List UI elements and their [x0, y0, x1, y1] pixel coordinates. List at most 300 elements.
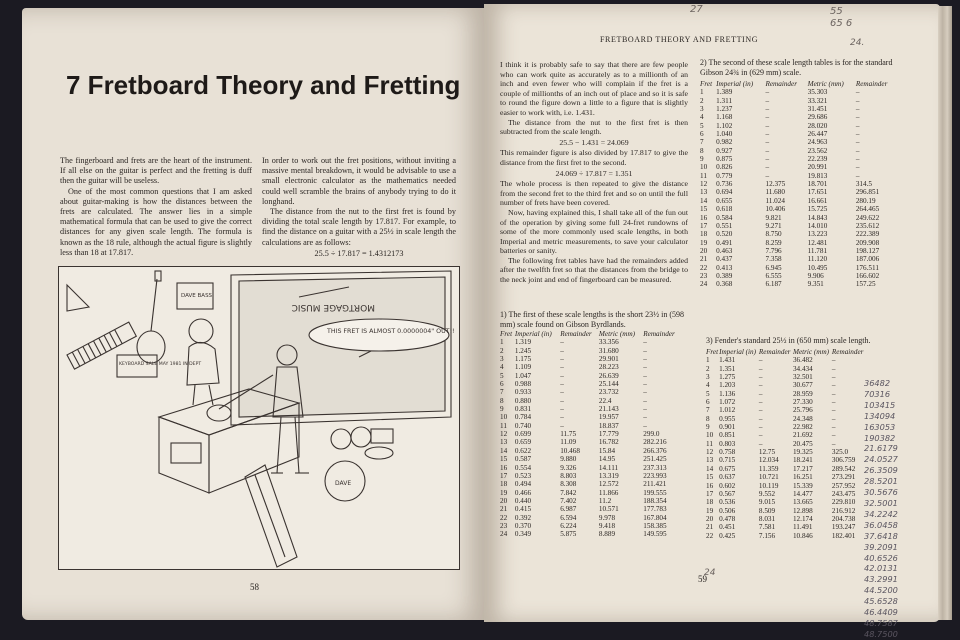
table-cell: 15	[706, 473, 714, 482]
table-cell: 10.495	[807, 263, 828, 272]
table-cell: 0.933	[514, 388, 532, 397]
table-cell: –	[758, 431, 763, 440]
table-cell: 7.842	[560, 488, 577, 497]
table-cell: 14.843	[807, 213, 828, 222]
table-cell: 17.217	[792, 464, 813, 473]
table-cell: 20	[700, 246, 708, 255]
table-cell: 0.370	[514, 521, 532, 530]
table-cell: –	[758, 406, 763, 415]
table-row	[706, 365, 866, 373]
table-cell: 14.95	[598, 455, 616, 464]
table-cell: 5	[500, 371, 504, 380]
table-cell: 10.571	[598, 505, 619, 514]
table-row	[700, 255, 898, 263]
table-cell: 0.659	[514, 438, 532, 447]
table-cell: –	[560, 396, 564, 405]
table-cell: 24.963	[807, 138, 828, 147]
paragraph: This remainder figure is also divided by 17.817 to give the distance from the first fret to the second.	[500, 148, 688, 167]
fret-table-byrdland	[500, 330, 682, 539]
table-row	[500, 422, 682, 430]
table-cell: 5.875	[560, 530, 577, 539]
table-cell: 1.351	[719, 364, 736, 373]
handwritten-value: 190382	[864, 432, 896, 443]
table-cell: 0.437	[716, 255, 733, 264]
table-cell: 0.494	[514, 480, 532, 489]
handwritten-value: 37.6418	[864, 530, 898, 541]
table-cell: 28.020	[807, 121, 828, 130]
table-cell: –	[758, 389, 763, 398]
table-cell: –	[643, 371, 647, 380]
table-cell: –	[831, 423, 836, 432]
table-row	[706, 390, 866, 398]
table-cell: –	[560, 421, 564, 430]
table-cell: 9	[700, 155, 704, 164]
table-cell: –	[643, 396, 647, 405]
table-cell: 0.784	[514, 413, 532, 422]
table-cell: 20	[706, 514, 714, 523]
table-row	[700, 239, 898, 247]
table-cell: 8.803	[560, 471, 577, 480]
table-row	[706, 381, 866, 389]
table-cell: 198.127	[855, 246, 880, 255]
table-cell: –	[765, 96, 770, 105]
table-cell: 0.415	[514, 505, 532, 514]
table-cell: 1.168	[716, 113, 733, 122]
table-cell: 21	[500, 505, 508, 514]
table-cell: 11.120	[807, 255, 828, 264]
table-cell: 243.475	[831, 489, 856, 498]
table-cell: 30.677	[792, 381, 813, 390]
column-header: Imperial (in)	[719, 348, 756, 356]
table-header-row	[500, 330, 682, 338]
table-row	[706, 406, 866, 414]
table-row	[500, 522, 682, 530]
left-column-1	[60, 156, 252, 258]
table-row	[500, 347, 682, 355]
table-cell: –	[758, 439, 763, 448]
table-cell: 16	[700, 213, 708, 222]
table-cell: 26.447	[807, 130, 828, 139]
table-cell: 29.686	[807, 113, 828, 122]
fret-table-fender	[706, 348, 866, 540]
table-cell: 19.957	[598, 413, 619, 422]
table-cell: 12	[700, 180, 708, 189]
table-row	[706, 431, 866, 439]
table-cell: –	[560, 371, 564, 380]
table-cell: 23	[500, 521, 508, 530]
table-cell: –	[643, 363, 647, 372]
table-cell: 14	[500, 446, 508, 455]
table-cell: 1.245	[514, 346, 532, 355]
table-cell: 25.796	[792, 406, 813, 415]
table-cell: 7.796	[765, 246, 782, 255]
table-cell: 3	[700, 105, 704, 114]
table-cell: 17	[500, 471, 508, 480]
table-cell: –	[831, 381, 836, 390]
column-header: Fret	[700, 80, 713, 88]
table-cell: 12.898	[792, 506, 813, 515]
board-text: MORTGAGE MUSIC	[291, 302, 375, 312]
table-cell: 8.889	[598, 530, 616, 539]
column-header: Metric (mm)	[807, 80, 844, 88]
table-cell: 0.880	[514, 396, 532, 405]
handwritten-value: 21.6179	[864, 443, 898, 454]
table-cell: 0.440	[514, 496, 532, 505]
table-cell: 10	[700, 163, 708, 172]
table-cell: 17	[700, 221, 708, 230]
handwritten-value: 36.0458	[864, 519, 898, 530]
table-row	[700, 188, 898, 196]
table-cell: –	[765, 163, 770, 172]
table-cell: 1.237	[716, 105, 733, 114]
table-cell: 0.451	[719, 523, 736, 532]
table-cell: 22.239	[807, 155, 828, 164]
table-cell: 5	[700, 121, 704, 130]
table-cell: 33.321	[807, 96, 828, 105]
table-cell: 17.651	[807, 188, 828, 197]
table-row	[706, 498, 866, 506]
handwritten-value: 44.5200	[864, 585, 898, 596]
page-edges	[938, 6, 952, 620]
table-cell: 27.330	[792, 398, 813, 407]
table-cell: 0.637	[719, 473, 736, 482]
table-cell: 1.040	[716, 130, 733, 139]
table-row	[700, 230, 898, 238]
table-cell: –	[643, 338, 647, 347]
table-cell: 15.725	[807, 205, 828, 214]
table-cell: 204.738	[831, 514, 856, 523]
table-cell: –	[643, 421, 647, 430]
table-cell: 1	[700, 88, 704, 97]
paragraph: The following fret tables have had the remainders added after the twelfth fret so that the distances from the bridge to the neck joint and end of fingerboard can be measured.	[500, 255, 688, 285]
table-cell: 7.581	[758, 523, 776, 532]
table-cell: –	[831, 373, 836, 382]
table-row	[500, 388, 682, 396]
table-row	[706, 532, 866, 540]
table-cell: –	[765, 146, 770, 155]
table-cell: 9.880	[560, 455, 577, 464]
column-header: Metric (mm)	[792, 348, 830, 356]
table-cell: –	[643, 388, 647, 397]
table-cell: 0.584	[716, 213, 733, 222]
table-cell: –	[560, 413, 564, 422]
table-cell: 24	[700, 280, 708, 289]
handwritten-column	[864, 378, 898, 640]
handwritten-value: 43.2991	[864, 574, 898, 585]
table-cell: 0.955	[719, 414, 736, 423]
table-cell: 209.908	[855, 238, 880, 247]
table-cell: 13	[700, 188, 708, 197]
table-cell: 17.779	[598, 430, 619, 439]
table-cell: 3	[706, 373, 710, 382]
table-cell: –	[765, 155, 770, 164]
handwritten-value: 39.2091	[864, 541, 898, 552]
table-cell: 0.901	[719, 423, 736, 432]
handwritten-value: 42.0131	[864, 563, 898, 574]
table-cell: 1.203	[719, 381, 736, 390]
table-cell: 10.721	[758, 473, 779, 482]
paragraph: I think it is probably safe to say that there are few people who can work quite as accurately as to a millionth of an inch and even fewer who will complain if the fret is a couple of millionths of an inch out of place and so it is safe to round the figure down a little to a figure that is slightly easier to work with, i.e. 1.431.	[500, 60, 688, 117]
table-cell: 1	[706, 356, 710, 365]
table-cell: 7	[706, 406, 710, 415]
table-cell: 9.906	[807, 271, 824, 280]
table-cell: 0.831	[514, 405, 532, 414]
table-cell: 0.425	[719, 531, 736, 540]
running-head: FRETBOARD THEORY AND FRETTING	[600, 35, 759, 44]
table-cell: 211.421	[643, 480, 667, 489]
table-cell: 2	[500, 346, 504, 355]
table-cell: 182.401	[831, 531, 856, 540]
table-cell: 11.866	[598, 488, 619, 497]
table-cell: 0.536	[719, 498, 736, 507]
table-cell: 0.491	[716, 238, 733, 247]
paragraph: Now, having explained this, I shall take all of the fun out of the operation by giving some full 24-fret rundowns of some of the more commonly used scale lengths, in both Imperial and metric measurements, to save your calculator batteries or sanity.	[500, 207, 688, 256]
table-cell: 188.354	[643, 496, 667, 505]
table-cell: 6.594	[560, 513, 577, 522]
table-cell: 6	[500, 380, 504, 389]
table-cell: 14	[700, 196, 708, 205]
table-cell: 1.275	[719, 373, 736, 382]
handwritten-value: 36482	[864, 378, 891, 388]
table-cell: 18.241	[792, 456, 813, 465]
table-row	[706, 523, 866, 531]
table-cell: 176.511	[855, 263, 879, 272]
table-cell: 12.481	[807, 238, 828, 247]
handwritten-value: 48.7500	[864, 628, 898, 639]
table-row	[700, 205, 898, 213]
table-cell: 13	[706, 456, 714, 465]
table-cell: 1.072	[719, 398, 736, 407]
table-row	[500, 455, 682, 463]
table-cell: 12.75	[758, 448, 776, 457]
table-cell: 177.783	[643, 505, 667, 514]
table-cell: 31.451	[807, 105, 828, 114]
table-cell: 11	[700, 171, 707, 180]
table-cell: 8.259	[765, 238, 782, 247]
table-row	[706, 465, 866, 473]
table-cell: 1.389	[716, 88, 733, 97]
table-row	[500, 480, 682, 488]
table-cell: 1.136	[719, 389, 736, 398]
table-cell: 222.389	[855, 230, 880, 239]
table-cell: 6.987	[560, 505, 577, 514]
handwritten-page-number: 24	[704, 568, 716, 578]
table-cell: 14.477	[792, 489, 813, 498]
table-cell: 6.187	[765, 280, 782, 289]
table-row	[706, 490, 866, 498]
fret-table-gibson	[700, 80, 898, 289]
table-cell: 13.665	[792, 498, 813, 507]
table-cell: 0.675	[719, 464, 736, 473]
table-cell: 0.875	[716, 155, 733, 164]
table-row	[700, 155, 898, 163]
table-cell: –	[831, 389, 836, 398]
table-cell: –	[643, 405, 647, 414]
table-cell: 12.572	[598, 480, 619, 489]
table-cell: 9	[706, 423, 710, 432]
table-cell: 10	[706, 431, 714, 440]
table-cell: 22	[706, 531, 714, 540]
table-cell: 264.465	[855, 205, 880, 214]
table-cell: 0.655	[716, 196, 733, 205]
table-row	[700, 147, 898, 155]
table-row	[700, 122, 898, 130]
handwritten-note: 65 6	[830, 18, 853, 29]
table-cell: 11.359	[758, 464, 779, 473]
table-cell: 9.351	[807, 280, 824, 289]
table-cell: –	[831, 414, 836, 423]
table-cell: –	[855, 146, 860, 155]
table-cell: –	[831, 356, 836, 365]
table-cell: 15.84	[598, 446, 616, 455]
table-row	[500, 514, 682, 522]
table-cell: 20.991	[807, 163, 828, 172]
table-cell: –	[758, 414, 763, 423]
table-cell: 0.803	[719, 439, 736, 448]
table-cell: 3	[500, 355, 504, 364]
column-header: Remainder	[855, 80, 888, 88]
table-cell: –	[831, 364, 836, 373]
column-header: Remainder	[643, 330, 675, 338]
table-cell: 24	[500, 530, 508, 539]
table-cell: –	[855, 155, 860, 164]
table-row	[500, 430, 682, 438]
table-cell: –	[758, 356, 763, 365]
column-header: Imperial (in)	[514, 330, 552, 338]
table-cell: –	[855, 96, 860, 105]
cartoon-illustration	[58, 266, 460, 570]
table-row	[500, 505, 682, 513]
page-number-right: 59	[698, 574, 707, 584]
table-cell: –	[831, 431, 836, 440]
table-row	[700, 180, 898, 188]
table-row	[700, 264, 898, 272]
handwritten-value: 70316	[864, 388, 891, 399]
table-cell: 21	[706, 523, 714, 532]
column-header: Imperial (in)	[716, 80, 754, 88]
handwritten-note: 24.	[850, 38, 865, 48]
table-cell: 0.736	[716, 180, 733, 189]
handwritten-value: 28.5201	[864, 476, 898, 487]
table-cell: 9.418	[598, 521, 616, 530]
table-cell: 35.303	[807, 88, 828, 97]
table-cell: 0.413	[716, 263, 733, 272]
table-cell: 223.993	[643, 471, 667, 480]
table-cell: 0.389	[716, 271, 733, 280]
table-cell: 22.4	[598, 396, 612, 405]
table-cell: 19.325	[792, 448, 813, 457]
table-cell: 1.012	[719, 406, 736, 415]
table-cell: 14.010	[807, 221, 828, 230]
table-cell: 26.639	[598, 371, 619, 380]
table-row	[500, 464, 682, 472]
paragraph: The distance from the nut to the first fret is found by dividing the total scale length by 17.817. For example, to find the distance on a guitar with a 25½ in scale length the calculations are as follows:	[262, 207, 456, 247]
table-cell: 8.509	[758, 506, 776, 515]
table-row	[700, 247, 898, 255]
table-cell: 0.618	[716, 205, 733, 214]
table-row	[500, 413, 682, 421]
table-cell: 24.348	[792, 414, 813, 423]
table-cell: 11	[500, 421, 507, 430]
table-cell: –	[560, 380, 564, 389]
table-cell: 14	[706, 464, 714, 473]
table-cell: 6	[700, 130, 704, 139]
table-cell: –	[855, 171, 860, 180]
paragraph: The distance from the nut to the first fret is then subtracted from the scale length.	[500, 117, 688, 137]
table-cell: 25.144	[598, 380, 619, 389]
table-cell: 0.523	[514, 471, 532, 480]
table-cell: 19	[500, 488, 508, 497]
table-cell: 1.431	[719, 356, 736, 365]
table-row	[500, 405, 682, 413]
table-cell: 235.612	[855, 221, 880, 230]
table-row	[500, 338, 682, 346]
keyboard-sign-text: KEYBOARD SALE MAY 1981 IN DEPT	[119, 362, 202, 367]
table-cell: 18	[706, 498, 714, 507]
table-row	[700, 222, 898, 230]
table-cell: 13.223	[807, 230, 828, 239]
table-cell: 0.927	[716, 146, 733, 155]
table-row	[700, 172, 898, 180]
table-cell: 0.551	[716, 221, 733, 230]
table-cell: 28.959	[792, 389, 813, 398]
table-cell: 0.622	[514, 446, 532, 455]
table-cell: 19	[706, 506, 714, 515]
column-header: Fret	[500, 330, 513, 338]
table-cell: –	[855, 138, 860, 147]
table-cell: 0.392	[514, 513, 532, 522]
table-cell: 166.602	[855, 271, 880, 280]
column-header: Fret	[706, 348, 719, 356]
handwritten-note: 27	[690, 4, 703, 15]
table-cell: 0.779	[716, 171, 733, 180]
table-cell: 167.804	[643, 513, 667, 522]
table-cell: 32.501	[792, 373, 813, 382]
table-cell: 0.602	[719, 481, 736, 490]
table-cell: 6.945	[765, 263, 782, 272]
table-cell: 249.622	[855, 213, 880, 222]
table-row	[706, 356, 866, 364]
table-cell: 7	[700, 138, 704, 147]
table-cell: 16.661	[807, 196, 828, 205]
table-cell: 306.759	[831, 456, 856, 465]
left-column-2	[262, 156, 456, 260]
formula: 24.069 ÷ 17.817 = 1.351	[555, 168, 633, 178]
table-cell: –	[643, 413, 647, 422]
table-cell: 16.782	[598, 438, 619, 447]
table-cell: 8.308	[560, 480, 577, 489]
handwritten-value: 48.7587	[864, 617, 898, 628]
table-cell: –	[855, 121, 860, 130]
table-cell: 1.175	[514, 355, 532, 364]
table-cell: –	[643, 346, 647, 355]
table-cell: 0.740	[514, 421, 532, 430]
table-cell: 4	[700, 113, 704, 122]
table-cell: –	[831, 406, 836, 415]
table-cell: 0.567	[719, 489, 736, 498]
table-cell: 273.291	[831, 473, 856, 482]
table-cell: 0.587	[514, 455, 532, 464]
table-cell: 1.102	[716, 121, 733, 130]
table-cell: 21	[700, 255, 708, 264]
table-row	[700, 197, 898, 205]
handwritten-value: 32.5001	[864, 497, 898, 508]
table-row	[500, 363, 682, 371]
table-cell: 19	[700, 238, 708, 247]
table-cell: 12.375	[765, 180, 786, 189]
table-cell: 16.251	[792, 473, 813, 482]
table-cell: 11.75	[560, 430, 577, 439]
